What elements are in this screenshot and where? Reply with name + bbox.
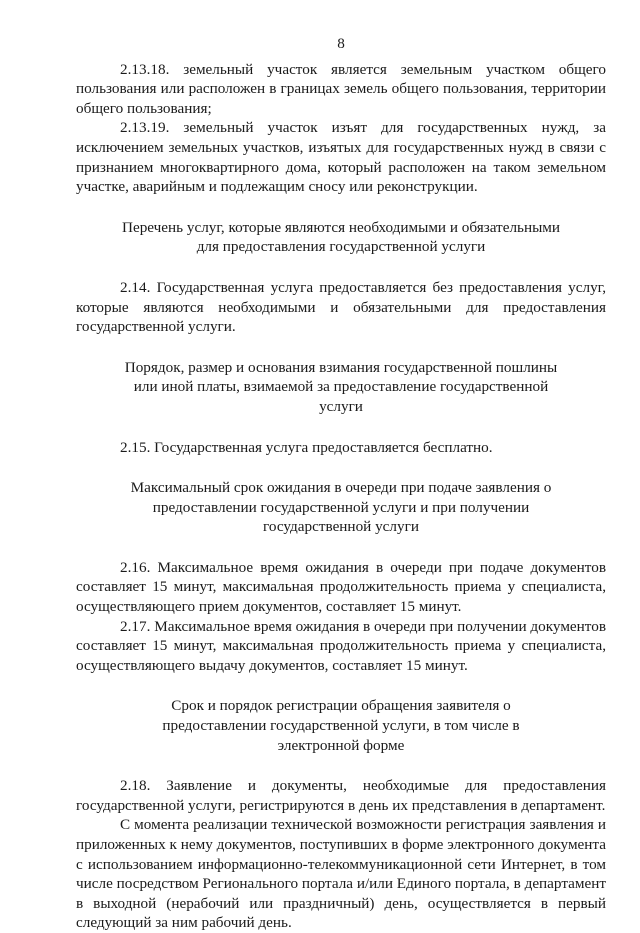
heading-registration: Срок и порядок регистрации обращения заявителя о предоставлении государственной услуги, в том числе в электронной форме <box>162 697 520 754</box>
heading-fee: Порядок, размер и основания взимания государственной пошлины или иной платы, взимаемой за предоставление государственной услуги <box>124 358 558 415</box>
paragraph-2-13-18: 2.13.18. земельный участок является земельным участком общего пользования или расположен в границах земель общего пользования, территории общего пользования; <box>76 60 606 117</box>
heading-queue: Максимальный срок ожидания в очереди при подаче заявления о предоставлении государственной услуги и при получении государственной услуги <box>130 479 552 536</box>
paragraph-2-13-19: 2.13.19. земельный участок изъят для государственных нужд, за исключением земельных участков, изъятых для государственных нужд в связи с признанием многоквартирного дома, который расположен на таком земельном участке, аварийным и подлежащим сносу или реконструкции. <box>76 119 606 196</box>
paragraph-2-14: 2.14. Государственная услуга предоставляется без предоставления услуг, которые являются необходимыми и обязательными для предоставления государственной услуги. <box>76 278 606 336</box>
paragraph-2-15: 2.15. Государственная услуга предоставляется бесплатно. <box>120 438 493 456</box>
paragraph-2-18: 2.18. Заявление и документы, необходимые для предоставления государственной услуги, регистрируются в день их представления в департамент. <box>76 777 606 814</box>
paragraph-2-16: 2.16. Максимальное время ожидания в очереди при подаче документов составляет 15 минут, максимальная продолжительность приема у специалиста, осуществляющего прием документов, составляет 15 минут. <box>76 558 606 616</box>
heading-services: Перечень услуг, которые являются необходимыми и обязательными для предоставления государственной услуги <box>121 218 561 256</box>
page-number: 8 <box>337 35 345 52</box>
paragraph-2-17: 2.17. Максимальное время ожидания в очереди при получении документов составляет 15 минут, максимальная продолжительность приема у специалиста, осуществляющего выдачу документов, составляет 15 минут. <box>76 617 606 674</box>
page-content <box>76 34 606 933</box>
paragraph-2-18-electronic: С момента реализации технической возможности регистрация заявления и приложенных к нему документов, поступивших в форме электронного документа с использованием информационно-телекоммуникационной сети Интернет, в том числе посредством Регионального портала и/или Единого портала, в департамент в выходной (нерабочий или праздничный) день, осуществляется в первый следующий за ним рабочий день. <box>76 816 606 932</box>
